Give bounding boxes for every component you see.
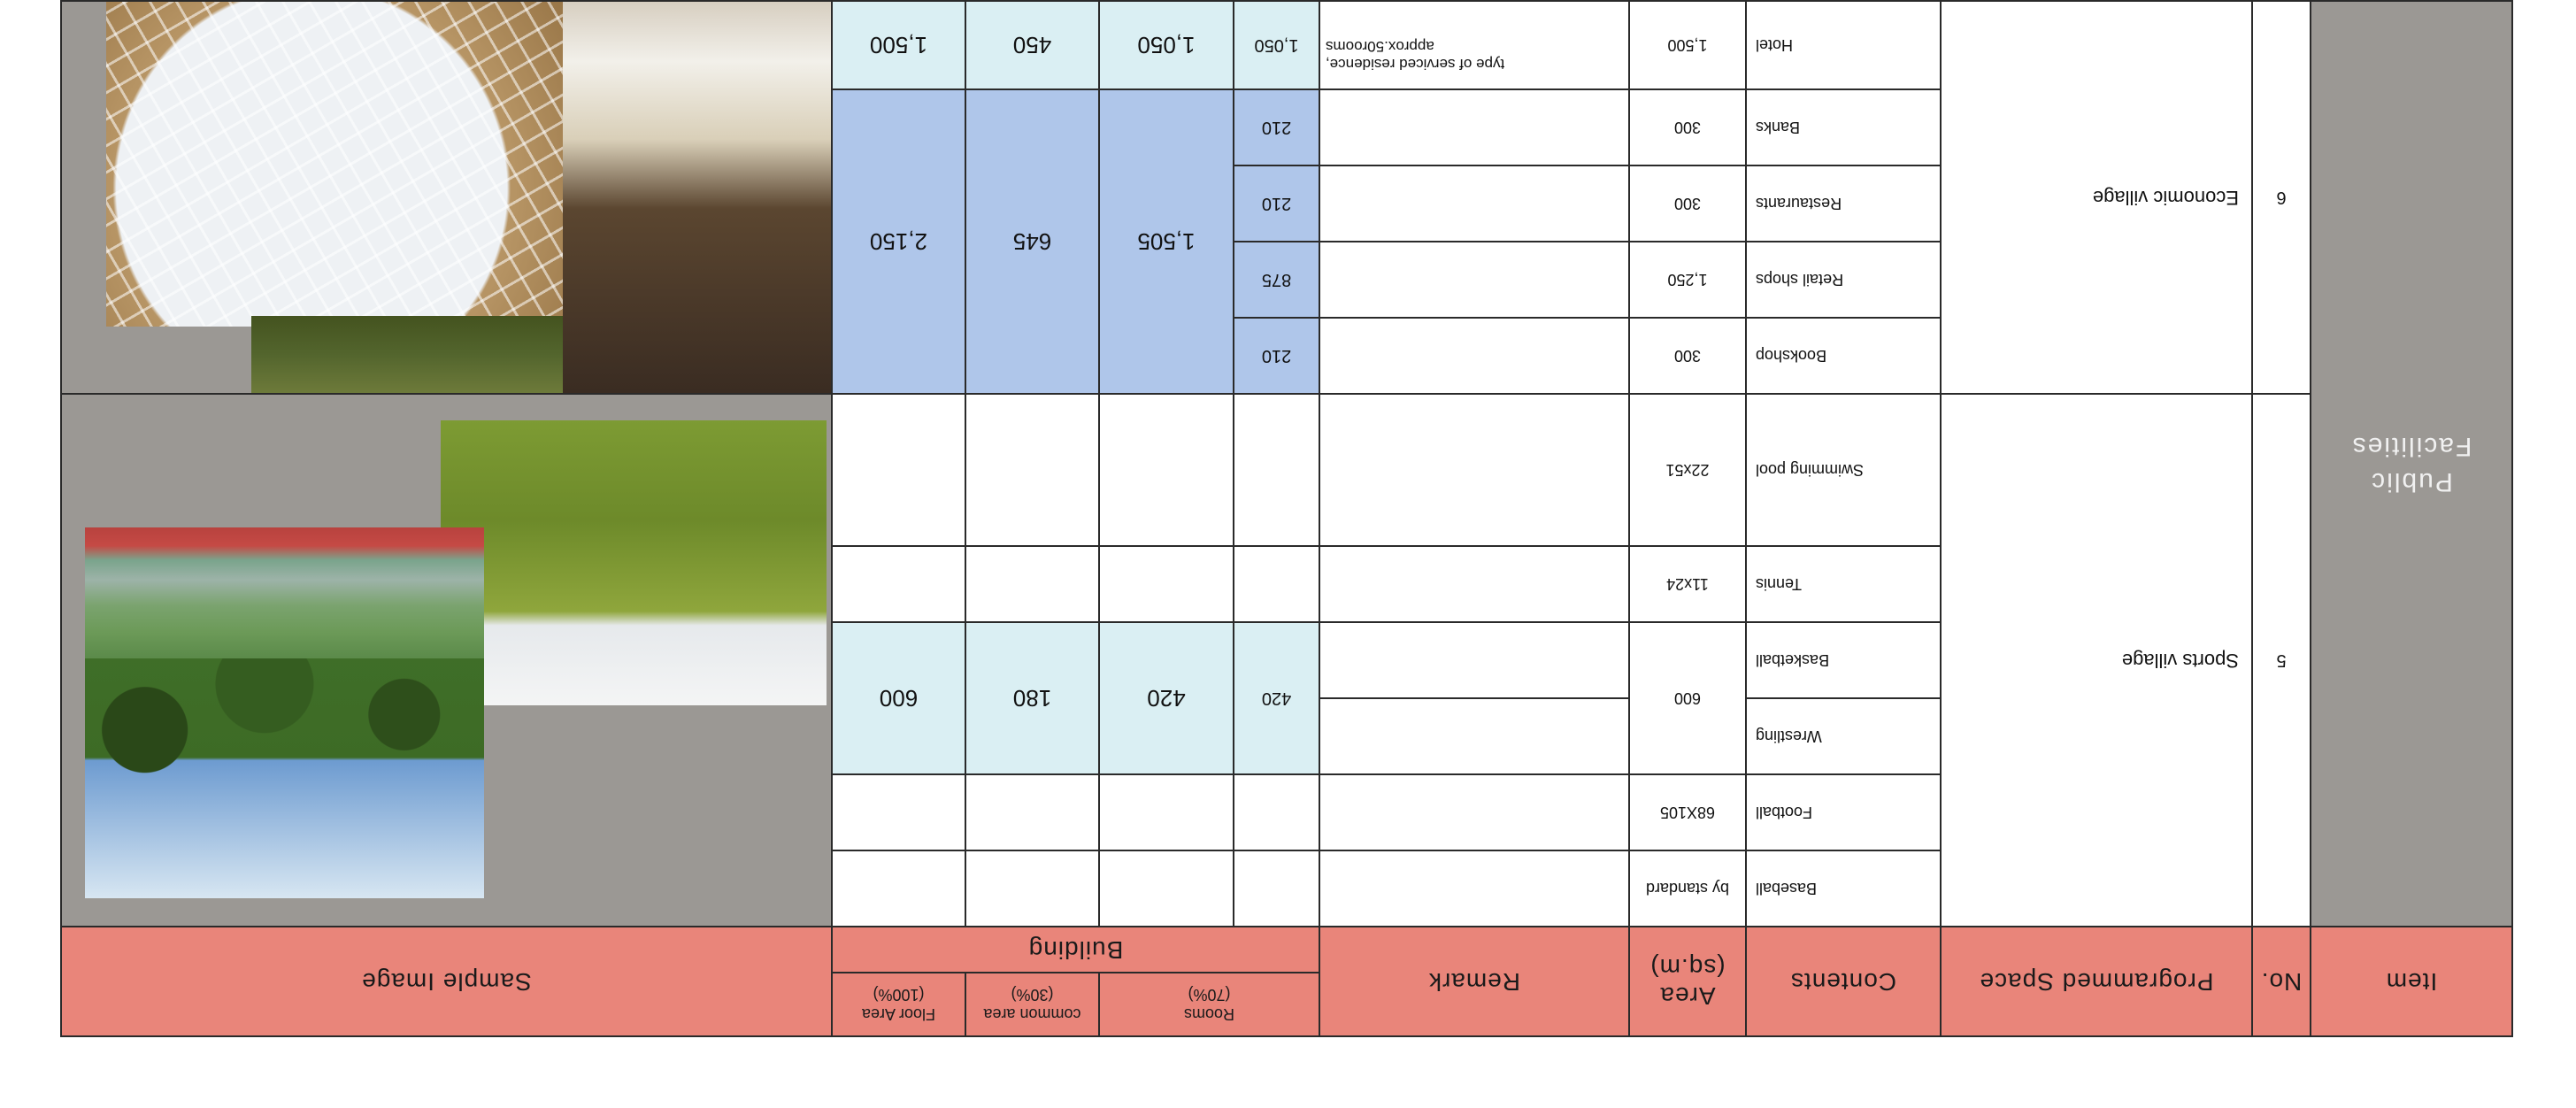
sports-floor-football [832,774,965,850]
header-remark: Remark [1319,927,1629,1036]
sports-rooms-football [1234,774,1319,850]
sports-area-swimming-pool: 22x51 [1629,394,1746,546]
header-common-pct: (30%) [1011,986,1054,1004]
hotel-remark-line2: approx.50rooms [1326,38,1434,55]
sports-remark-wrestling [1319,698,1629,774]
header-area-line1: Area [1659,982,1716,1010]
green-wall-photo [251,316,563,393]
sports-remark-tennis [1319,546,1629,622]
sports-content-baseball: Baseball [1746,850,1941,927]
sports-rooms-tennis [1234,546,1319,622]
header-rooms-label: Rooms [1183,1005,1234,1023]
sports-roomstotal-tennis [1099,546,1234,622]
economic-content-banks: Banks [1746,89,1941,165]
header-common-area [965,973,1099,1036]
economic-rooms-total-hotel: 1,050 [1099,1,1234,89]
economic-sample-images [61,1,832,394]
header-no: No. [2252,927,2311,1036]
economic-programmed-space: Economic village [1941,1,2252,394]
sports-sample-images [61,394,832,927]
header-floor-pct: (100%) [873,986,925,1004]
economic-remark-banks [1319,89,1629,165]
sports-content-swimming-pool: Swimming pool [1746,394,1941,546]
economic-area-banks: 300 [1629,89,1746,165]
item-public-facilities [2311,1,2512,927]
header-programmed-space: Programmed Space [1941,927,2252,1036]
sports-content-football: Football [1746,774,1941,850]
header-floor-area [832,973,965,1036]
economic-remark-restaurants [1319,165,1629,242]
sports-area-football: 68X105 [1629,774,1746,850]
economic-rooms-hotel: 1,050 [1234,1,1319,89]
economic-remark-retail-shops [1319,242,1629,318]
sports-remark-swimming-pool [1319,394,1629,546]
sports-programmed-space: Sports village [1941,394,2252,927]
item-label-line1: Public [2370,467,2453,496]
economic-area-retail-shops: 1,250 [1629,242,1746,318]
sports-common: 180 [965,622,1099,774]
facilities-table [60,0,2513,1037]
sports-area-baseball: by standard [1629,850,1746,927]
economic-rooms-bookshop: 210 [1234,318,1319,394]
header-sample-image: Sample Image [61,927,832,1036]
economic-rooms-total: 1,505 [1099,89,1234,394]
sports-remark-basketball [1319,622,1629,698]
economic-rooms-restaurants: 210 [1234,165,1319,242]
sports-rooms: 420 [1234,622,1319,774]
sports-rooms-swimming-pool [1234,394,1319,546]
sports-floor-baseball [832,850,965,927]
sports-area-tennis: 11x24 [1629,546,1746,622]
economic-area-hotel: 1,500 [1629,1,1746,89]
sports-roomstotal-baseball [1099,850,1234,927]
sports-floor: 600 [832,622,965,774]
tennis-court-photo [85,527,484,658]
sports-common-football [965,774,1099,850]
sports-rooms-total: 420 [1099,622,1234,774]
sports-remark-football [1319,774,1629,850]
football-field-photo [441,420,827,705]
economic-no: 6 [2252,1,2311,394]
sports-area-shared: 600 [1629,622,1746,774]
economic-content-bookshop: Bookshop [1746,318,1941,394]
economic-area-bookshop: 300 [1629,318,1746,394]
header-rooms [1099,973,1319,1036]
header-item: Item [2311,927,2512,1036]
economic-common-hotel: 450 [965,1,1099,89]
sports-content-tennis: Tennis [1746,546,1941,622]
sports-remark-baseball [1319,850,1629,927]
sports-common-swimming-pool [965,394,1099,546]
header-contents: Contents [1746,927,1941,1036]
sports-common-tennis [965,546,1099,622]
economic-content-restaurants: Restaurants [1746,165,1941,242]
sports-rooms-baseball [1234,850,1319,927]
sports-content-basketball: Basketball [1746,622,1941,698]
economic-rooms-banks: 210 [1234,89,1319,165]
sports-roomstotal-swimming-pool [1099,394,1234,546]
header-area-line2: (sq.m) [1649,954,1726,981]
glass-dome-photo [106,1,563,327]
sports-no: 5 [2252,394,2311,927]
sports-content-wrestling: Wrestling [1746,698,1941,774]
economic-rooms-retail-shops: 875 [1234,242,1319,318]
shopping-hall-photo [558,1,831,393]
economic-content-retail-shops: Retail shops [1746,242,1941,318]
header-area [1629,927,1746,1036]
economic-common: 645 [965,89,1099,394]
header-floor-label: Floor Area [861,1005,936,1023]
sports-floor-tennis [832,546,965,622]
header-rooms-pct: (70%) [1188,986,1231,1004]
item-label-line2: Facilities [2350,432,2472,461]
economic-floor: 2,150 [832,89,965,394]
header-building: Building [832,927,1319,973]
header-common-label: common area [983,1005,1081,1023]
economic-remark-bookshop [1319,318,1629,394]
sports-floor-swimming-pool [832,394,965,546]
sports-roomstotal-football [1099,774,1234,850]
economic-area-restaurants: 300 [1629,165,1746,242]
hotel-remark-line1: type of serviced residence, [1326,56,1505,73]
economic-content-hotel: Hotel [1746,1,1941,89]
sports-common-baseball [965,850,1099,927]
economic-floor-hotel: 1,500 [832,1,965,89]
economic-remark-hotel [1319,1,1629,89]
